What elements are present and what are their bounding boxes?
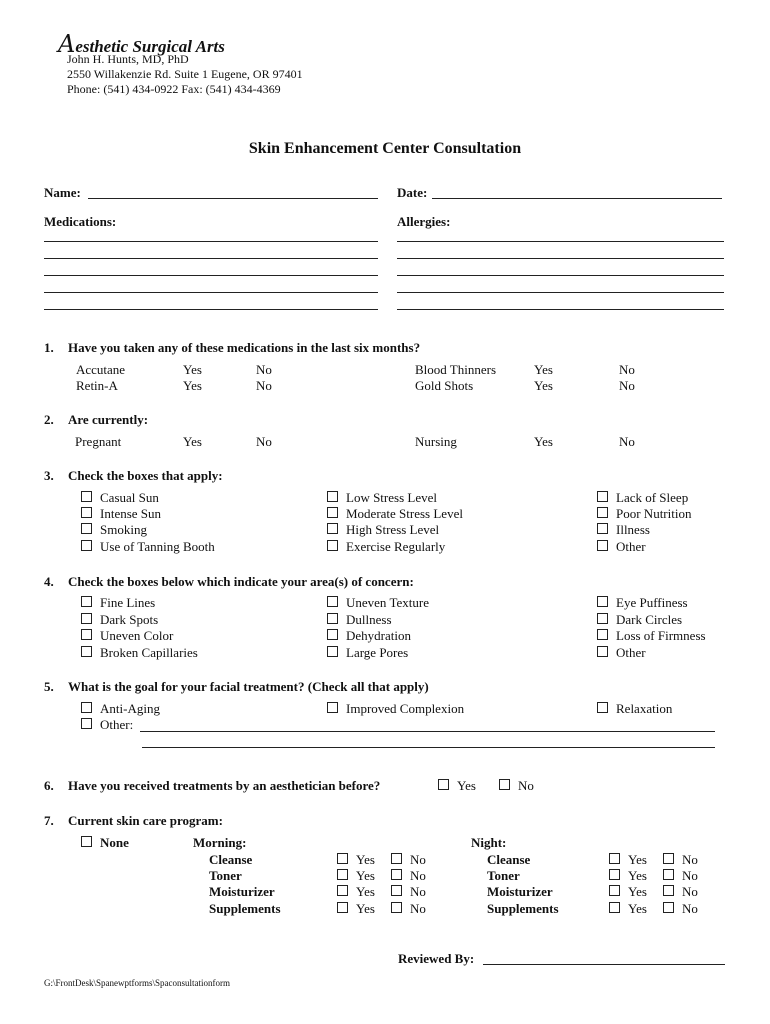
checkbox[interactable] — [81, 613, 92, 624]
checkbox[interactable] — [597, 523, 608, 534]
practice-address: 2550 Willakenzie Rd. Suite 1 Eugene, OR 97401 — [67, 67, 303, 81]
q7-night-item: Cleanse — [487, 852, 531, 867]
q3-option[interactable]: Lack of Sleep — [597, 490, 688, 506]
q2-pregnant: Pregnant — [75, 434, 122, 449]
q7-morning-item: Supplements — [209, 901, 281, 916]
q5-option-other[interactable]: Other: — [81, 717, 133, 733]
q3-option[interactable]: Moderate Stress Level — [327, 506, 463, 522]
q3-number: 3. — [44, 468, 54, 483]
q7-night-yes[interactable]: Yes — [609, 852, 647, 868]
q7-night-no[interactable]: No — [663, 852, 698, 868]
checkbox[interactable] — [438, 779, 449, 790]
checkbox[interactable] — [597, 540, 608, 551]
q1-retin-a-no[interactable]: No — [256, 378, 272, 393]
form-title: Skin Enhancement Center Consultation — [248, 140, 522, 157]
q6-number: 6. — [44, 778, 54, 793]
checkbox[interactable] — [663, 885, 674, 896]
q5-option-improved-complexion[interactable]: Improved Complexion — [327, 701, 464, 717]
q7-morning-yes[interactable]: Yes — [337, 884, 375, 900]
checkbox[interactable] — [609, 885, 620, 896]
file-path-footer: G:\FrontDesk\Spanewptforms\Spaconsultationform — [44, 978, 230, 988]
checkbox[interactable] — [327, 507, 338, 518]
q4-option[interactable]: Fine Lines — [81, 595, 155, 611]
q1-blood-thinners-yes[interactable]: Yes — [534, 362, 553, 377]
q5-option-anti-aging[interactable]: Anti-Aging — [81, 701, 160, 717]
date-label: Date: — [397, 185, 428, 200]
checkbox[interactable] — [81, 629, 92, 640]
doctor-name: John H. Hunts, MD, PhD — [67, 52, 189, 66]
allergies-line[interactable] — [397, 241, 724, 242]
medications-line[interactable] — [44, 241, 378, 242]
q7-text: Current skin care program: — [68, 813, 223, 828]
q3-option[interactable]: Casual Sun — [81, 490, 159, 506]
practice-phone: Phone: (541) 434-0922 Fax: (541) 434-4369 — [67, 82, 281, 96]
q3-option[interactable]: Poor Nutrition — [597, 506, 691, 522]
checkbox[interactable] — [327, 629, 338, 640]
checkbox[interactable] — [337, 885, 348, 896]
checkbox[interactable] — [609, 902, 620, 913]
q7-night-yes[interactable]: Yes — [609, 868, 647, 884]
q3-option[interactable]: Other — [597, 539, 646, 555]
q1-med-retin-a: Retin-A — [76, 378, 118, 393]
q5-option-relaxation[interactable]: Relaxation — [597, 701, 672, 717]
q4-text: Check the boxes below which indicate your area(s) of concern: — [68, 574, 414, 589]
allergies-label: Allergies: — [397, 214, 451, 229]
name-field[interactable] — [88, 198, 378, 199]
q7-morning-item: Cleanse — [209, 852, 253, 867]
name-label: Name: — [44, 185, 81, 200]
q7-night-no[interactable]: No — [663, 884, 698, 900]
checkbox[interactable] — [327, 702, 338, 713]
q6-yes-option[interactable]: Yes — [438, 778, 476, 794]
medications-label: Medications: — [44, 214, 117, 229]
checkbox[interactable] — [597, 613, 608, 624]
checkbox[interactable] — [663, 853, 674, 864]
allergies-line[interactable] — [397, 258, 724, 259]
q1-gold-shots-no[interactable]: No — [619, 378, 635, 393]
q7-night-yes[interactable]: Yes — [609, 884, 647, 900]
q7-number: 7. — [44, 813, 54, 828]
allergies-line[interactable] — [397, 309, 724, 310]
checkbox[interactable] — [499, 779, 510, 790]
checkbox[interactable] — [327, 491, 338, 502]
q3-option[interactable]: High Stress Level — [327, 522, 439, 538]
date-field[interactable] — [432, 198, 722, 199]
q2-text: Are currently: — [68, 412, 149, 427]
checkbox[interactable] — [81, 507, 92, 518]
checkbox[interactable] — [81, 836, 92, 847]
q7-morning-yes[interactable]: Yes — [337, 868, 375, 884]
checkbox[interactable] — [81, 646, 92, 657]
checkbox[interactable] — [663, 902, 674, 913]
q7-morning-no[interactable]: No — [391, 868, 426, 884]
checkbox[interactable] — [391, 853, 402, 864]
checkbox[interactable] — [337, 853, 348, 864]
q3-option[interactable]: Low Stress Level — [327, 490, 437, 506]
q7-night-yes[interactable]: Yes — [609, 901, 647, 917]
q6-no-option[interactable]: No — [499, 778, 534, 794]
medications-line[interactable] — [44, 309, 378, 310]
checkbox[interactable] — [327, 540, 338, 551]
q7-morning-yes[interactable]: Yes — [337, 852, 375, 868]
medications-line[interactable] — [44, 275, 378, 276]
q7-morning-label: Morning: — [193, 835, 247, 850]
checkbox[interactable] — [81, 702, 92, 713]
q3-text: Check the boxes that apply: — [68, 468, 223, 483]
q4-option[interactable]: Uneven Color — [81, 628, 173, 644]
q2-nursing: Nursing — [415, 434, 457, 449]
q1-text: Have you taken any of these medications in the last six months? — [68, 340, 421, 355]
reviewed-by-label: Reviewed By: — [398, 951, 475, 966]
checkbox[interactable] — [609, 869, 620, 880]
checkbox[interactable] — [609, 853, 620, 864]
q2-pregnant-no[interactable]: No — [256, 434, 272, 449]
checkbox[interactable] — [81, 491, 92, 502]
q4-option[interactable]: Large Pores — [327, 645, 408, 661]
q6-text: Have you received treatments by an aesthetician before? — [68, 778, 381, 793]
q7-night-item: Moisturizer — [487, 884, 553, 899]
allergies-line[interactable] — [397, 275, 724, 276]
q1-accutane-yes[interactable]: Yes — [183, 362, 202, 377]
checkbox[interactable] — [337, 902, 348, 913]
q4-option[interactable]: Loss of Firmness — [597, 628, 706, 644]
q1-accutane-no[interactable]: No — [256, 362, 272, 377]
q4-option[interactable]: Broken Capillaries — [81, 645, 198, 661]
checkbox[interactable] — [597, 596, 608, 607]
checkbox[interactable] — [81, 523, 92, 534]
checkbox[interactable] — [597, 629, 608, 640]
q7-night-no[interactable]: No — [663, 901, 698, 917]
q4-option[interactable]: Dullness — [327, 612, 392, 628]
q1-blood-thinners-no[interactable]: No — [619, 362, 635, 377]
q7-none-option[interactable]: None — [81, 835, 129, 851]
q1-retin-a-yes[interactable]: Yes — [183, 378, 202, 393]
q1-number: 1. — [44, 340, 54, 355]
checkbox[interactable] — [81, 718, 92, 729]
checkbox[interactable] — [391, 902, 402, 913]
q3-option[interactable]: Smoking — [81, 522, 147, 538]
q7-night-no[interactable]: No — [663, 868, 698, 884]
q5-text: What is the goal for your facial treatment? (Check all that apply) — [68, 679, 429, 694]
checkbox[interactable] — [663, 869, 674, 880]
checkbox[interactable] — [391, 869, 402, 880]
q5-number: 5. — [44, 679, 54, 694]
q7-morning-item: Moisturizer — [209, 884, 275, 899]
q7-morning-no[interactable]: No — [391, 852, 426, 868]
q7-night-item: Supplements — [487, 901, 559, 916]
q7-night-label: Night: — [471, 835, 507, 850]
q3-option[interactable]: Illness — [597, 522, 650, 538]
logo-name: esthetic Surgical Arts — [75, 37, 225, 56]
checkbox[interactable] — [327, 613, 338, 624]
q2-pregnant-yes[interactable]: Yes — [183, 434, 202, 449]
checkbox[interactable] — [337, 869, 348, 880]
medications-line[interactable] — [44, 258, 378, 259]
q4-number: 4. — [44, 574, 54, 589]
q1-gold-shots-yes[interactable]: Yes — [534, 378, 553, 393]
q1-med-gold-shots: Gold Shots — [415, 378, 474, 393]
reviewed-by-field[interactable] — [483, 964, 725, 965]
q2-nursing-no[interactable]: No — [619, 434, 635, 449]
q2-nursing-yes[interactable]: Yes — [534, 434, 553, 449]
q7-morning-item: Toner — [209, 868, 242, 883]
checkbox[interactable] — [597, 702, 608, 713]
q1-med-blood-thinners: Blood Thinners — [415, 362, 497, 377]
q4-option[interactable]: Uneven Texture — [327, 595, 429, 611]
q1-med-accutane: Accutane — [76, 362, 126, 377]
q4-option[interactable]: Other — [597, 645, 646, 661]
allergies-line[interactable] — [397, 292, 724, 293]
checkbox[interactable] — [391, 885, 402, 896]
q5-other-line[interactable] — [142, 747, 715, 748]
checkbox[interactable] — [597, 646, 608, 657]
q7-morning-yes[interactable]: Yes — [337, 901, 375, 917]
checkbox[interactable] — [597, 491, 608, 502]
checkbox[interactable] — [327, 596, 338, 607]
checkbox[interactable] — [597, 507, 608, 518]
checkbox[interactable] — [81, 596, 92, 607]
q2-number: 2. — [44, 412, 54, 427]
checkbox[interactable] — [327, 523, 338, 534]
q3-option[interactable]: Exercise Regularly — [327, 539, 445, 555]
q4-option[interactable]: Dark Circles — [597, 612, 682, 628]
q4-option[interactable]: Dehydration — [327, 628, 411, 644]
logo-initial: A — [58, 30, 76, 58]
q3-option[interactable]: Intense Sun — [81, 506, 161, 522]
q4-option[interactable]: Eye Puffiness — [597, 595, 688, 611]
checkbox[interactable] — [81, 540, 92, 551]
q5-other-line[interactable] — [140, 731, 715, 732]
medications-line[interactable] — [44, 292, 378, 293]
q7-morning-no[interactable]: No — [391, 884, 426, 900]
q7-morning-no[interactable]: No — [391, 901, 426, 917]
q7-night-item: Toner — [487, 868, 520, 883]
checkbox[interactable] — [327, 646, 338, 657]
q3-option[interactable]: Use of Tanning Booth — [81, 539, 215, 555]
q4-option[interactable]: Dark Spots — [81, 612, 158, 628]
